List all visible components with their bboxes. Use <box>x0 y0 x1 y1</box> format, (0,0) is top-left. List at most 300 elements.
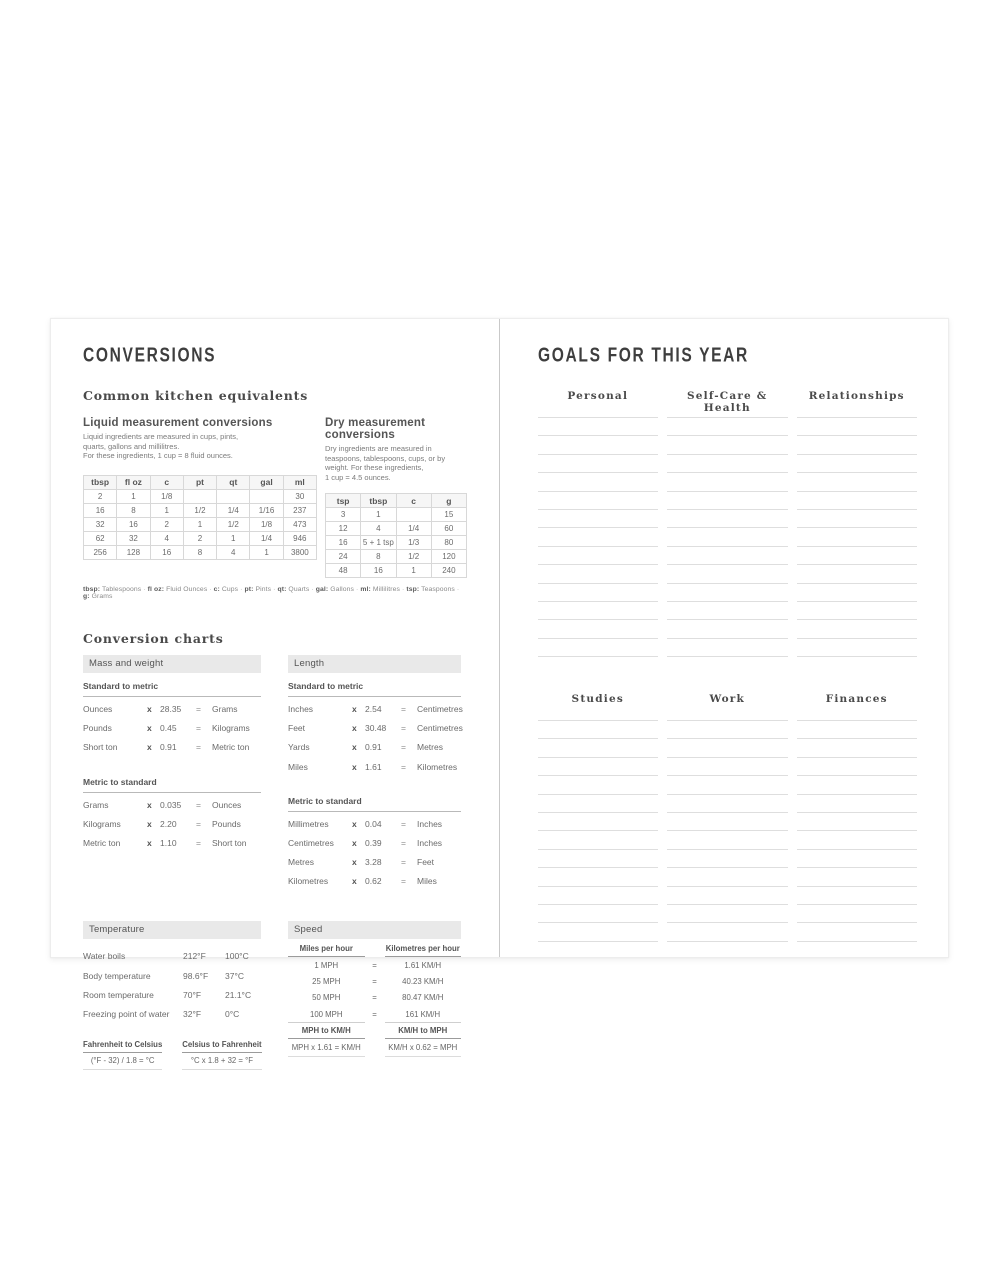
kitchen-equivalents-heading: Common kitchen equivalents <box>83 388 309 403</box>
conversion-to: Inches <box>417 837 443 848</box>
conversion-to: Ounces <box>212 799 242 810</box>
conversion-to: Inches <box>417 818 443 829</box>
goal-column <box>538 390 659 657</box>
factor-group-subtitle: Metric to standard <box>83 769 261 793</box>
table-cell: 12 <box>326 522 361 536</box>
goal-ruled-line <box>667 418 788 436</box>
conversion-factor: 0.39 <box>365 837 382 848</box>
table-cell: 8 <box>117 503 150 517</box>
table-row <box>326 508 467 522</box>
conversion-op: x <box>352 723 357 734</box>
footnote-abbr: c: <box>213 586 220 594</box>
goal-ruled-line <box>797 887 918 905</box>
goal-ruled-line <box>538 473 659 491</box>
liquid-heading: Liquid measurement conversions <box>83 417 273 429</box>
description-line: Dry ingredients are measured in <box>325 444 432 453</box>
table-cell <box>396 508 431 522</box>
speed-equals: = <box>372 960 377 970</box>
goal-ruled-line <box>667 721 788 739</box>
goal-column <box>797 390 918 657</box>
goal-ruled-line <box>797 721 918 739</box>
goal-ruled-line <box>667 473 788 491</box>
goal-ruled-line <box>538 850 659 868</box>
goal-ruled-line <box>797 758 918 776</box>
conversion-eq: = <box>401 818 406 829</box>
table-cell <box>217 489 250 503</box>
conversion-op: x <box>352 703 357 714</box>
conversion-to: Grams <box>212 703 238 714</box>
goal-ruled-line <box>667 492 788 510</box>
goal-ruled-line <box>797 565 918 583</box>
conversion-eq: = <box>401 857 406 868</box>
goal-column-title: Work <box>709 693 746 706</box>
goal-ruled-line <box>797 602 918 620</box>
table-cell: 32 <box>117 531 150 545</box>
celsius-to-fahrenheit-head: Celsius to Fahrenheit <box>182 1037 261 1053</box>
conversion-from: Metric ton <box>83 837 121 848</box>
speed-table <box>288 941 461 1057</box>
goal-column <box>797 693 918 942</box>
goal-ruled-line <box>538 813 659 831</box>
footnote-abbr: fl oz: <box>147 586 165 594</box>
goal-ruled-line <box>538 455 659 473</box>
conversion-to: Kilometres <box>417 761 458 772</box>
table-cell: 1 <box>396 564 431 578</box>
conversion-to: Pounds <box>212 818 241 829</box>
conversion-eq: = <box>401 723 406 734</box>
conversion-op: x <box>352 876 357 887</box>
goal-ruled-line <box>538 868 659 886</box>
table-cell: 2 <box>84 489 117 503</box>
table-cell: 62 <box>84 531 117 545</box>
charts-row-1 <box>83 655 463 891</box>
goal-ruled-line <box>538 905 659 923</box>
goal-ruled-line <box>538 418 659 436</box>
conversion-op: x <box>147 703 152 714</box>
temperature-title: Temperature <box>83 921 261 939</box>
footnote-abbr: tsp: <box>406 586 420 594</box>
table-cell: 1 <box>183 517 216 531</box>
table-cell: 16 <box>117 517 150 531</box>
mph-to-kmh-formula: MPH x 1.61 = KM/H <box>288 1039 365 1057</box>
description-line: quarts, gallons and millilitres. <box>83 441 180 451</box>
fahrenheit-to-celsius-formula: (°F - 32) / 1.8 = °C <box>83 1053 162 1071</box>
temperature-label: Room temperature <box>83 989 154 1000</box>
table-cell: 3 <box>326 508 361 522</box>
table-cell: 1 <box>217 531 250 545</box>
table-header-cell: c <box>150 475 183 489</box>
goal-column <box>538 693 659 942</box>
goal-ruled-line <box>797 406 918 418</box>
table-cell: 1/4 <box>250 531 283 545</box>
conversion-row <box>288 814 461 833</box>
conversion-op: x <box>352 761 357 772</box>
goal-ruled-line <box>538 602 659 620</box>
table-cell: 1 <box>117 489 150 503</box>
table-cell: 16 <box>326 536 361 550</box>
celsius-to-fahrenheit-formula: °C x 1.8 + 32 = °F <box>182 1053 261 1071</box>
conversion-factor: 0.45 <box>160 723 177 734</box>
dry-description <box>325 444 467 482</box>
goal-ruled-line <box>797 510 918 528</box>
footnote-abbr: tbsp: <box>83 586 101 594</box>
goal-column-title: Finances <box>825 693 888 706</box>
conversion-to: Kilograms <box>212 723 250 734</box>
table-row <box>326 536 467 550</box>
conversion-factor: 0.04 <box>365 818 382 829</box>
table-cell: 4 <box>361 522 396 536</box>
conversion-factor: 0.91 <box>160 742 177 753</box>
conversion-factor: 0.91 <box>365 742 382 753</box>
table-row <box>84 531 317 545</box>
speed-mph-value: 1 MPH <box>314 960 339 970</box>
conversion-factor: 30.48 <box>365 723 387 734</box>
goal-ruled-line <box>538 831 659 849</box>
goal-ruled-line <box>667 620 788 638</box>
conversion-to: Centimetres <box>417 703 463 714</box>
goal-ruled-line <box>797 418 918 436</box>
table-cell: 48 <box>326 564 361 578</box>
footnote-abbr: qt: <box>277 586 287 594</box>
table-cell: 3800 <box>283 545 316 559</box>
footnote-separator: · <box>400 586 407 594</box>
table-header-row <box>326 494 467 508</box>
temperature-fahrenheit: 32°F <box>183 1009 202 1020</box>
conversion-factor: 2.54 <box>365 703 382 714</box>
conversion-from: Millimetres <box>288 818 329 829</box>
goals-section-1 <box>538 390 918 657</box>
conversion-eq: = <box>196 818 201 829</box>
description-line: teaspoons, tablespoons, cups, or by <box>325 453 446 463</box>
goal-ruled-line <box>667 795 788 813</box>
goal-ruled-line <box>797 739 918 757</box>
temperature-rows <box>83 947 261 1024</box>
temperature-celsius: 21.1°C <box>225 989 252 1000</box>
conversion-row <box>83 699 261 718</box>
goals-page <box>500 319 949 957</box>
table-row <box>84 489 317 503</box>
goal-ruled-line <box>667 813 788 831</box>
temperature-label: Water boils <box>83 951 126 962</box>
footnote-abbr: g: <box>83 593 90 601</box>
goal-ruled-line <box>538 923 659 941</box>
goal-ruled-line <box>667 510 788 528</box>
goal-column-title: Self-Care & Health <box>687 390 768 414</box>
page-title: CONVERSIONS <box>83 344 217 367</box>
goal-ruled-line <box>667 831 788 849</box>
table-header-cell: g <box>431 494 466 508</box>
conversion-from: Kilograms <box>83 818 121 829</box>
conversion-from: Metres <box>288 857 314 868</box>
footnote-label: Pints <box>253 586 272 594</box>
conversion-from: Inches <box>288 703 314 714</box>
table-row <box>84 503 317 517</box>
dry-heading: Dry measurement conversions <box>325 417 426 441</box>
table-cell: 30 <box>283 489 316 503</box>
footnote-separator: · <box>207 586 214 594</box>
conversion-op: x <box>352 818 357 829</box>
temperature-row <box>83 985 261 1004</box>
goal-ruled-line <box>667 565 788 583</box>
conversions-page <box>51 319 500 1066</box>
table-cell: 8 <box>361 550 396 564</box>
conversion-from: Short ton <box>83 742 118 753</box>
goal-ruled-line <box>538 739 659 757</box>
table-cell: 128 <box>117 545 150 559</box>
speed-kmh-value: 40.23 KM/H <box>402 976 444 986</box>
conversion-from: Pounds <box>83 723 112 734</box>
speed-kmh-value: 161 KM/H <box>405 1009 441 1019</box>
mass-weight-groups <box>83 673 261 852</box>
conversion-op: x <box>147 723 152 734</box>
table-row <box>326 522 467 536</box>
table-cell: 5 + 1 tsp <box>361 536 396 550</box>
table-cell: 8 <box>183 545 216 559</box>
temperature-celsius: 100°C <box>225 951 249 962</box>
table-cell: 237 <box>283 503 316 517</box>
goal-column-title: Personal <box>567 390 629 402</box>
goal-ruled-line <box>797 813 918 831</box>
table-cell: 1/3 <box>396 536 431 550</box>
temperature-fahrenheit: 98.6°F <box>183 970 209 981</box>
temperature-label: Freezing point of water <box>83 1009 170 1020</box>
footnote-label: Tablespoons <box>100 586 142 594</box>
table-row <box>326 564 467 578</box>
goal-ruled-line <box>538 887 659 905</box>
dry-measurement-table <box>325 493 467 578</box>
table-cell: 1/16 <box>250 503 283 517</box>
conversion-row <box>288 872 461 891</box>
table-cell: 946 <box>283 531 316 545</box>
table-cell: 16 <box>84 503 117 517</box>
table-header-cell: c <box>396 494 431 508</box>
temperature-formulas <box>83 1037 261 1071</box>
footnote-separator: · <box>238 586 245 594</box>
conversion-eq: = <box>196 723 201 734</box>
conversion-eq: = <box>401 742 406 753</box>
conversion-eq: = <box>401 761 406 772</box>
goal-ruled-line <box>797 436 918 454</box>
goal-ruled-line <box>797 473 918 491</box>
conversion-op: x <box>352 857 357 868</box>
speed-equals: = <box>372 976 377 986</box>
goals-section-2 <box>538 693 918 942</box>
fahrenheit-to-celsius-head: Fahrenheit to Celsius <box>83 1037 162 1053</box>
table-cell: 256 <box>84 545 117 559</box>
footnote-label: Teaspoons <box>419 586 455 594</box>
goal-ruled-line <box>667 709 788 721</box>
goal-column-title: Relationships <box>808 390 905 402</box>
table-cell: 1 <box>361 508 396 522</box>
table-cell: 4 <box>150 531 183 545</box>
goal-ruled-line <box>797 905 918 923</box>
goal-ruled-line <box>667 528 788 546</box>
liquid-measurement-table <box>83 475 317 560</box>
table-cell: 24 <box>326 550 361 564</box>
table-header-cell: ml <box>283 475 316 489</box>
conversion-from: Grams <box>83 799 109 810</box>
table-cell: 473 <box>283 517 316 531</box>
table-header-cell: tbsp <box>361 494 396 508</box>
conversion-eq: = <box>196 703 201 714</box>
table-cell: 16 <box>361 564 396 578</box>
charts-row-2 <box>83 921 463 1070</box>
goal-ruled-line <box>667 776 788 794</box>
conversion-charts-heading: Conversion charts <box>83 631 224 647</box>
conversion-to: Metres <box>417 742 443 753</box>
conversion-from: Yards <box>288 742 310 753</box>
goal-ruled-line <box>667 602 788 620</box>
footnote-separator: · <box>309 586 316 594</box>
conversion-eq: = <box>196 742 201 753</box>
conversion-op: x <box>147 818 152 829</box>
kmh-to-mph-formula: KM/H x 0.62 = MPH <box>385 1039 462 1057</box>
description-line: 1 cup = 4.5 ounces. <box>325 472 391 482</box>
footnote-label: Millilitres <box>370 586 400 594</box>
footnote-separator: · <box>141 586 148 594</box>
conversion-row <box>288 853 461 872</box>
speed-equals: = <box>372 993 377 1003</box>
table-header-cell: tbsp <box>84 475 117 489</box>
goal-ruled-line <box>538 639 659 657</box>
footnote-separator: · <box>271 586 278 594</box>
goal-ruled-line <box>538 436 659 454</box>
footnote-abbr: ml: <box>360 586 371 594</box>
conversion-eq: = <box>196 837 201 848</box>
conversion-from: Kilometres <box>288 876 329 887</box>
footnote-label: Quarts <box>286 586 310 594</box>
conversion-eq: = <box>196 799 201 810</box>
table-cell: 2 <box>150 517 183 531</box>
speed-mph-value: 50 MPH <box>312 993 341 1003</box>
goal-ruled-line <box>667 923 788 941</box>
goal-ruled-line <box>797 584 918 602</box>
speed-kmh-value: 1.61 KM/H <box>404 960 442 970</box>
table-cell: 15 <box>431 508 466 522</box>
length-title: Length <box>288 655 461 673</box>
goal-ruled-line <box>538 776 659 794</box>
conversion-row <box>83 814 261 833</box>
table-cell: 60 <box>431 522 466 536</box>
mass-weight-title: Mass and weight <box>83 655 261 673</box>
conversion-op: x <box>147 742 152 753</box>
conversion-from: Feet <box>288 723 306 734</box>
conversion-eq: = <box>401 837 406 848</box>
goal-ruled-line <box>538 795 659 813</box>
goal-ruled-line <box>538 721 659 739</box>
goal-ruled-line <box>538 620 659 638</box>
table-cell: 16 <box>150 545 183 559</box>
speed-kmh-value: 80.47 KM/H <box>402 993 444 1003</box>
factor-group-subtitle: Metric to standard <box>288 788 461 812</box>
conversion-factor: 2.20 <box>160 818 177 829</box>
footnote-abbr: gal: <box>315 586 329 594</box>
goal-ruled-line <box>538 528 659 546</box>
footnote-separator: · <box>354 586 361 594</box>
goal-ruled-line <box>797 776 918 794</box>
conversion-to: Miles <box>417 876 437 887</box>
dry-conversions-column <box>325 410 467 578</box>
conversion-op: x <box>147 837 152 848</box>
length-groups <box>288 673 461 891</box>
goal-ruled-line <box>538 547 659 565</box>
conversion-from: Ounces <box>83 703 113 714</box>
temperature-row <box>83 966 261 985</box>
temperature-section <box>83 921 261 1070</box>
conversion-row <box>288 738 461 757</box>
footnote-label: Cups <box>219 586 239 594</box>
conversion-op: x <box>352 742 357 753</box>
table-cell: 1/2 <box>396 550 431 564</box>
footnote-label: Fluid Ounces <box>164 586 208 594</box>
table-row <box>84 517 317 531</box>
goal-ruled-line <box>797 868 918 886</box>
factor-group-subtitle: Standard to metric <box>288 673 461 697</box>
mass-weight-section <box>83 655 261 891</box>
speed-mph-value: 100 MPH <box>309 1009 343 1019</box>
conversion-from: Miles <box>288 761 308 772</box>
table-cell: 4 <box>217 545 250 559</box>
table-cell: 1 <box>250 545 283 559</box>
table-cell <box>183 489 216 503</box>
goal-column <box>667 390 788 657</box>
goal-ruled-line <box>667 584 788 602</box>
factor-group-subtitle: Standard to metric <box>83 673 261 697</box>
conversion-from: Centimetres <box>288 837 334 848</box>
speed-section <box>288 921 461 1070</box>
table-header-cell: pt <box>183 475 216 489</box>
conversion-row <box>83 795 261 814</box>
goal-ruled-line <box>538 565 659 583</box>
goal-ruled-line <box>667 905 788 923</box>
table-header-cell: fl oz <box>117 475 150 489</box>
table-cell: 1/2 <box>217 517 250 531</box>
table-cell: 1/4 <box>217 503 250 517</box>
conversion-factor: 1.61 <box>365 761 382 772</box>
goal-ruled-line <box>538 492 659 510</box>
goal-ruled-line <box>538 709 659 721</box>
goal-ruled-line <box>538 406 659 418</box>
goal-column-title: Studies <box>571 693 624 706</box>
goal-ruled-line <box>797 620 918 638</box>
table-cell: 1/4 <box>396 522 431 536</box>
temperature-row <box>83 1004 261 1023</box>
conversion-factor: 28.35 <box>160 703 182 714</box>
conversion-to: Short ton <box>212 837 247 848</box>
mph-to-kmh-head: MPH to KM/H <box>288 1022 365 1039</box>
conversion-row <box>83 738 261 757</box>
goal-ruled-line <box>667 887 788 905</box>
goal-ruled-line <box>797 850 918 868</box>
kmh-to-mph-head: KM/H to MPH <box>385 1022 462 1039</box>
goal-ruled-line <box>667 436 788 454</box>
temperature-label: Body temperature <box>83 970 151 981</box>
goal-ruled-line <box>797 795 918 813</box>
table-cell: 2 <box>183 531 216 545</box>
conversion-row <box>288 719 461 738</box>
goal-ruled-line <box>797 528 918 546</box>
goal-ruled-line <box>538 758 659 776</box>
conversion-factor: 1.10 <box>160 837 177 848</box>
speed-equals: = <box>372 1009 377 1019</box>
conversion-factor: 0.035 <box>160 799 182 810</box>
goal-ruled-line <box>797 547 918 565</box>
goal-ruled-line <box>667 850 788 868</box>
goal-ruled-line <box>667 868 788 886</box>
conversion-row <box>83 719 261 738</box>
description-line: For these ingredients, 1 cup = 8 fluid ounces. <box>83 451 233 461</box>
table-header-cell: qt <box>217 475 250 489</box>
